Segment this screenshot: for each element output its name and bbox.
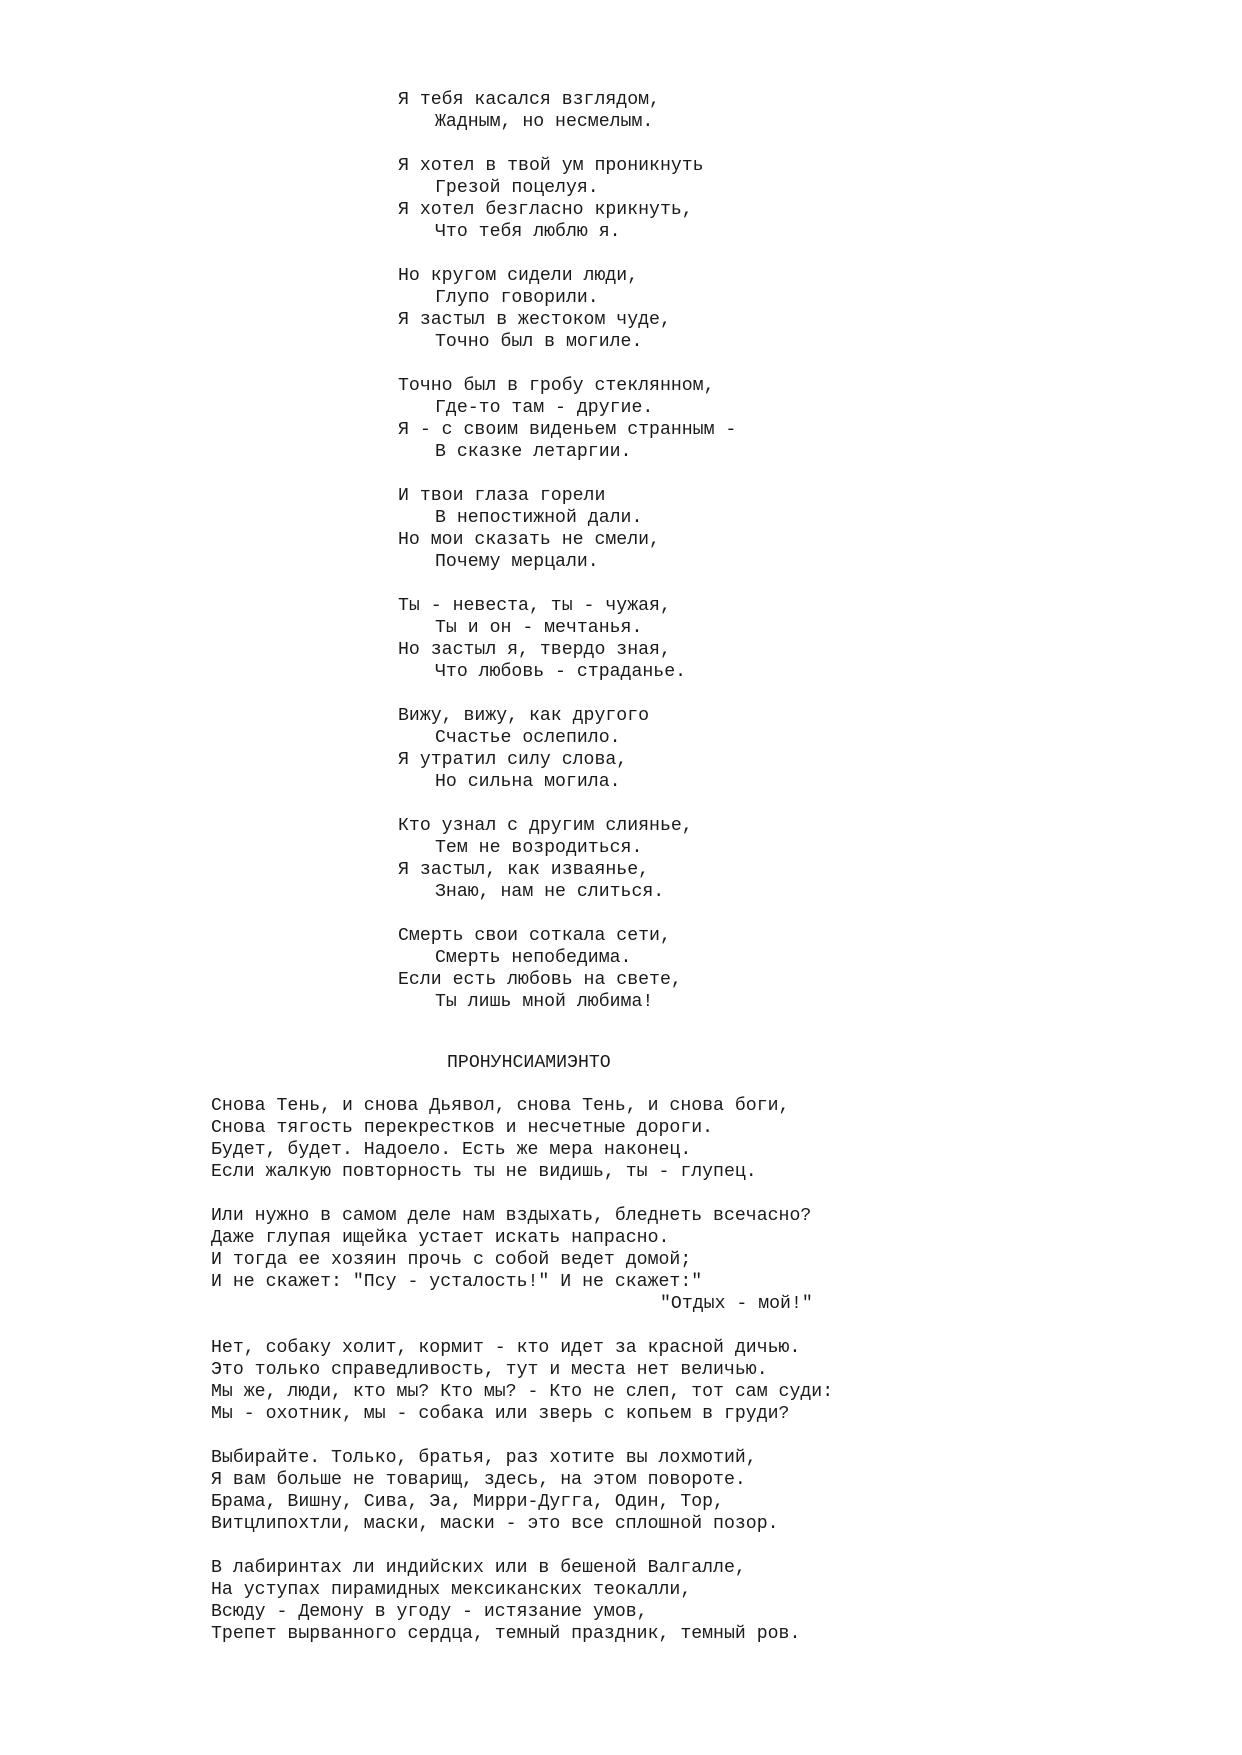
poem-line: Ты - невеста, ты - чужая, <box>398 596 671 616</box>
poem-line: Ты и он - мечтанья. <box>435 618 643 638</box>
poem-line: Будет, будет. Надоело. Есть же мера наконец. <box>211 1140 692 1160</box>
poem-line: Я хотел безгласно крикнуть, <box>398 200 693 220</box>
poem-line: Я хотел в твой ум проникнуть <box>398 156 704 176</box>
poem-line: Брама, Вишну, Сива, Эа, Мирри-Дугга, Один, Тор, <box>211 1492 724 1512</box>
poem-line: Даже глупая ищейка устает искать напрасно. <box>211 1228 670 1248</box>
poem-line: Но застыл я, твердо зная, <box>398 640 671 660</box>
poem-line: В лабиринтах ли индийских или в бешеной Валгалле, <box>211 1558 746 1578</box>
poem-line: Выбирайте. Только, братья, раз хотите вы лохмотий, <box>211 1448 757 1468</box>
poem-line: Нет, собаку холит, кормит - кто идет за красной дичью. <box>211 1338 801 1358</box>
poem-line: Я застыл, как изваянье, <box>398 860 650 880</box>
poem-line: Жадным, но несмелым. <box>435 112 654 132</box>
poem-line: Счастье ослепило. <box>435 728 621 748</box>
poem-line: В непостижной дали. <box>435 508 643 528</box>
poem-line: Всюду - Демону в угоду - истязание умов, <box>211 1602 648 1622</box>
poem-line: Вижу, вижу, как другого <box>398 706 650 726</box>
poem-line: Я утратил силу слова, <box>398 750 628 770</box>
poem-line: Глупо говорили. <box>435 288 599 308</box>
poem-line: В сказке летаргии. <box>435 442 632 462</box>
poem-line: Но мои сказать не смели, <box>398 530 660 550</box>
poem-line: Ты лишь мной любима! <box>435 992 654 1012</box>
poem-line: Это только справедливость, тут и места нет величью. <box>211 1360 768 1380</box>
poem-line: И не скажет: "Псу - усталость!" И не скажет:" <box>211 1272 703 1292</box>
poem-line: И твои глаза горели <box>398 486 606 506</box>
poem-line: Точно был в гробу стеклянном, <box>398 376 715 396</box>
poem-line: И тогда ее хозяин прочь с собой ведет домой; <box>211 1250 692 1270</box>
poem-line: Снова Тень, и снова Дьявол, снова Тень, и снова боги, <box>211 1096 790 1116</box>
poem-line: Где-то там - другие. <box>435 398 654 418</box>
poem-line: Знаю, нам не слиться. <box>435 882 665 902</box>
poem-line: На уступах пирамидных мексиканских теокалли, <box>211 1580 692 1600</box>
poem-line: Или нужно в самом деле нам вздыхать, бледнеть всечасно? <box>211 1206 812 1226</box>
poem-title: ПРОНУНСИАМИЭНТО <box>447 1053 611 1073</box>
poem-line: Я тебя касался взглядом, <box>398 90 660 110</box>
poem-line: Что любовь - страданье. <box>435 662 687 682</box>
poem-line: Я застыл в жестоком чуде, <box>398 310 671 330</box>
poem-line: Кто узнал с другим слиянье, <box>398 816 693 836</box>
poem-line: Точно был в могиле. <box>435 332 643 352</box>
poem-line: Но кругом сидели люди, <box>398 266 639 286</box>
poem-line: Витцлипохтли, маски, маски - это все сплошной позор. <box>211 1514 779 1534</box>
poem-line: Если жалкую повторность ты не видишь, ты - глупец. <box>211 1162 757 1182</box>
poem-line: Грезой поцелуя. <box>435 178 599 198</box>
poem-line: Если есть любовь на свете, <box>398 970 682 990</box>
poem-line: Я - с своим виденьем странным - <box>398 420 737 440</box>
poem-line: Смерть свои соткала сети, <box>398 926 671 946</box>
poem-line: Трепет вырванного сердца, темный праздник, темный ров. <box>211 1624 801 1644</box>
poem-line: Мы же, люди, кто мы? Кто мы? - Кто не слеп, тот сам суди: <box>211 1382 834 1402</box>
poem-line: Снова тягость перекрестков и несчетные дороги. <box>211 1118 714 1138</box>
poem-line: Почему мерцали. <box>435 552 599 572</box>
poem-line: Мы - охотник, мы - собака или зверь с копьем в груди? <box>211 1404 790 1424</box>
poem-line: Что тебя люблю я. <box>435 222 621 242</box>
poem-line: Я вам больше не товарищ, здесь, на этом повороте. <box>211 1470 746 1490</box>
poem-line: Смерть непобедима. <box>435 948 632 968</box>
poem-line: "Отдых - мой!" <box>660 1294 813 1314</box>
poem-line: Но сильна могила. <box>435 772 621 792</box>
poem-line: Тем не возродиться. <box>435 838 643 858</box>
